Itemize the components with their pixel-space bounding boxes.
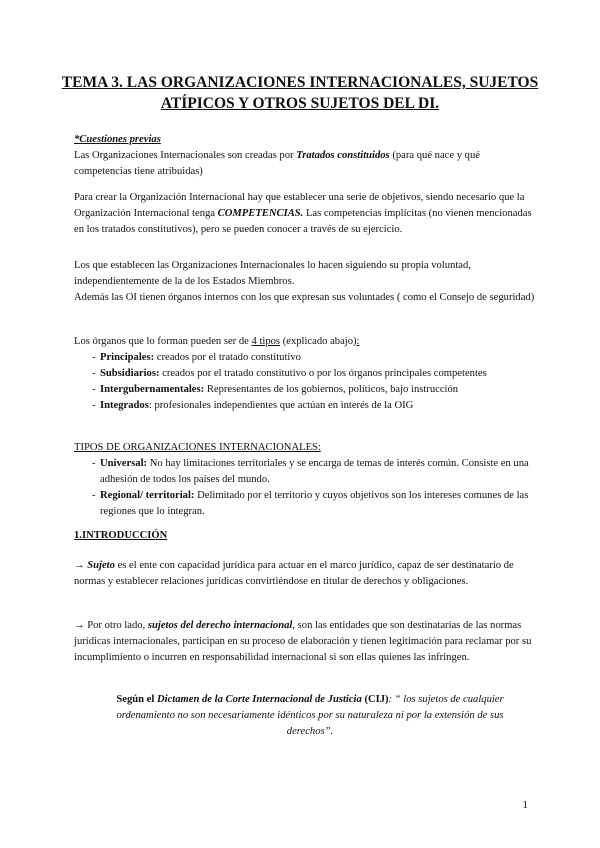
list-item: - Intergubernamentales: Representantes de los gobiernos, políticos, bajo instrucción [74,382,536,398]
organos-intro: Los órganos que lo forman pueden ser de 4 tipos (explicado abajo): [74,336,360,347]
intro-paragraph-2: → Por otro lado, sujetos del derecho internacional, son las entidades que son destinatarias de las normas jurídicas internacionales, participan en su proceso de elaboración y tienen legitimación para reclamar por su incumplimiento o incurren en responsabilidad internacional si son ellas quienes las infringen. [74,620,532,663]
page-number: 1 [522,799,528,811]
title-line-1: TEMA 3. LAS ORGANIZACIONES INTERNACIONALES, SUJETOS [61,74,539,91]
organos-section [74,334,536,414]
list-item: - Universal: No hay limitaciones territoriales y se encarga de temas de interés común. Consiste en una adhesión de todos los países del mundo. [74,456,536,488]
list-item: - Integrados: profesionales independientes que actúan en interés de la OIG [74,398,536,414]
intro-paragraph-1: → Sujeto es el ente con capacidad jurídica para actuar en el marco jurídico, capaz de ser destinatario de normas y establecer relaciones jurídicas convirtiéndose en titular de derechos y obligaciones. [74,560,514,587]
organos-list [74,350,536,414]
tipos-list [74,456,536,520]
intro-heading: 1.INTRODUCCIÓN [74,530,168,541]
cuestiones-heading: *Cuestiones previas [74,134,161,145]
list-item: - Regional/ territorial: Delimitado por el territorio y cuyos objetivos son los intereses comunes de las regiones que lo integran. [74,488,536,520]
title-line-2: ATÍPICOS Y OTROS SUJETOS DEL DI. [160,95,440,112]
cuestiones-section [74,132,536,180]
cuestiones-paragraph-1: Las Organizaciones Internacionales son creadas por Tratados constituidos (para qué nace y qué competencias tiene atribuidas) [74,150,480,177]
cij-quote: Según el Dictamen de la Corte Internacional de Justicia (CIJ): “ los sujetos de cualquier ordenamiento no son necesariamente idénticos por su naturaleza ni por la extensión de sus derechos”. [116,694,504,737]
list-item: - Subsidiarios: creados por el tratado constitutivo o por los órganos principales competentes [74,366,536,382]
cuestiones-paragraph-3: Los que establecen las Organizaciones Internacionales lo hacen siguiendo su propia voluntad, independientemente de la de los Estados Miembros. Además las OI tienen órganos internos con los que expresan sus voluntades ( como el Consejo de seguridad) [74,260,535,303]
tipos-heading: TIPOS DE ORGANIZACIONES INTERNACIONALES: [74,442,321,453]
page-title [60,72,540,114]
cuestiones-paragraph-2: Para crear la Organización Internacional hay que establecer una serie de objetivos, siendo necesario que la Organización Internacional tenga COMPETENCIAS. Las competencias implícitas (no vienen mencionadas en los tratados constitutivos), pero se pueden conocer a través de su ejercicio. [74,192,532,235]
list-item: - Principales: creados por el tratado constitutivo [74,350,536,366]
tipos-section [74,440,536,520]
